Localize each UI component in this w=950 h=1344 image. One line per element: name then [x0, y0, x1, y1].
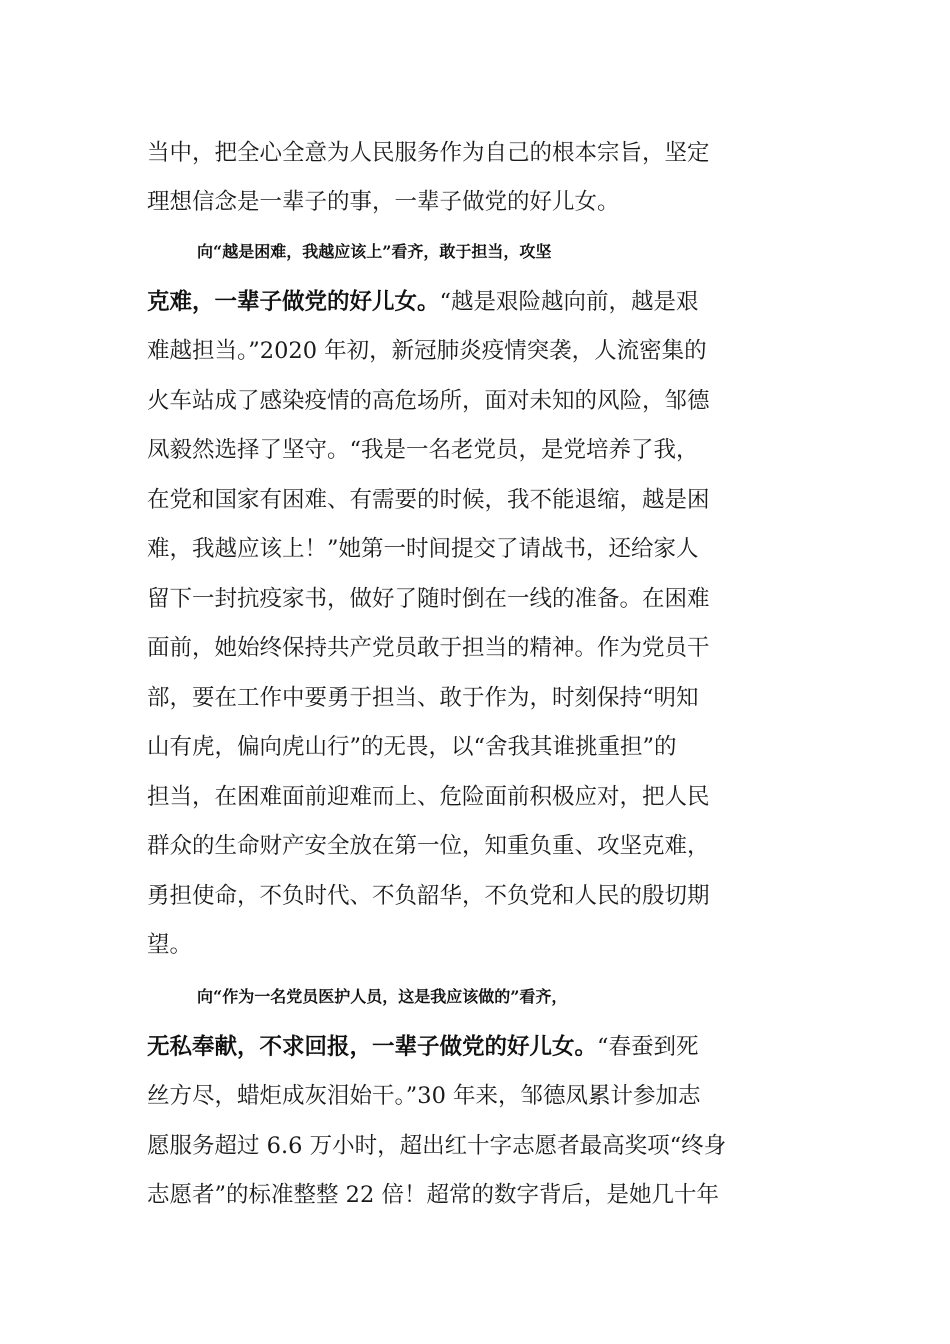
text-line [147, 871, 807, 921]
body-text: 留下一封抗疫家书，做好了随时倒在一线的准备。在困难 [147, 586, 710, 612]
text-line [147, 623, 807, 673]
body-text: 部，要在工作中要勇于担当、敢于作为，时刻保持“明知 [147, 685, 699, 711]
body-text: 群众的生命财产安全放在第一位，知重负重、攻坚克难， [147, 833, 710, 859]
bold-text: 克难，一辈子做党的好儿女。 [147, 289, 440, 315]
body-text: 丝方尽，蜡炬成灰泪始干。”30 年来，邹德凤累计参加志 [147, 1083, 701, 1109]
body-text: “越是艰险越向前，越是艰 [439, 289, 699, 315]
text-line [147, 722, 807, 772]
body-text: 面前，她始终保持共产党员敢于担当的精神。作为党员干 [147, 635, 710, 661]
text-line [147, 920, 807, 970]
text-line [147, 326, 807, 376]
body-text: 山有虎，偏向虎山行”的无畏，以“舍我其谁挑重担”的 [147, 734, 677, 760]
body-text: 勇担使命，不负时代、不负韶华，不负党和人民的殷切期 [147, 883, 710, 909]
body-text: 在党和国家有困难、有需要的时候，我不能退缩，越是困 [147, 487, 710, 513]
text-line [147, 177, 807, 227]
body-text: 难，我越应该上！”她第一时间提交了请战书，还给家人 [147, 536, 699, 562]
bold-text: 无私奉献，不求回报，一辈子做党的好儿女。 [147, 1034, 598, 1060]
paragraph-heading-line [197, 227, 857, 277]
body-text: 凤毅然选择了坚守。“我是一名老党员，是党培养了我， [147, 437, 699, 463]
body-text: 望。 [147, 932, 193, 958]
text-line [147, 821, 807, 871]
text-line [147, 1121, 807, 1171]
body-text: 担当，在困难面前迎难而上、危险面前积极应对，把人民 [147, 784, 710, 810]
text-line [147, 524, 807, 574]
body-text: 志愿者”的标准整整 22 倍！超常的数字背后，是她几十年 [147, 1182, 719, 1208]
body-text: 愿服务超过 6.6 万小时，超出红十字志愿者最高奖项“终身 [147, 1133, 727, 1159]
body-text: 理想信念是一辈子的事，一辈子做党的好儿女。 [147, 189, 620, 215]
text-line [147, 425, 807, 475]
text-line [147, 1071, 807, 1121]
text-line [147, 673, 807, 723]
text-line [147, 1170, 807, 1220]
body-text: 难越担当。”2020 年初，新冠肺炎疫情突袭，人流密集的 [147, 338, 707, 364]
body-text: 当中，把全心全意为人民服务作为自己的根本宗旨，坚定 [147, 140, 710, 166]
paragraph-heading-line [197, 972, 857, 1022]
text-line [147, 376, 807, 426]
text-line [147, 475, 807, 525]
text-line [147, 128, 807, 178]
text-line [147, 574, 807, 624]
text-line [147, 1022, 807, 1072]
text-line [147, 277, 807, 327]
bold-text: 向“越是困难，我越应该上”看齐，敢于担当，攻坚 [197, 242, 552, 261]
text-line [147, 772, 807, 822]
bold-text: 向“作为一名党员医护人员，这是我应该做的”看齐， [197, 987, 568, 1006]
body-text: 火车站成了感染疫情的高危场所，面对未知的风险，邹德 [147, 388, 710, 414]
body-text: “春蚕到死 [597, 1034, 699, 1060]
